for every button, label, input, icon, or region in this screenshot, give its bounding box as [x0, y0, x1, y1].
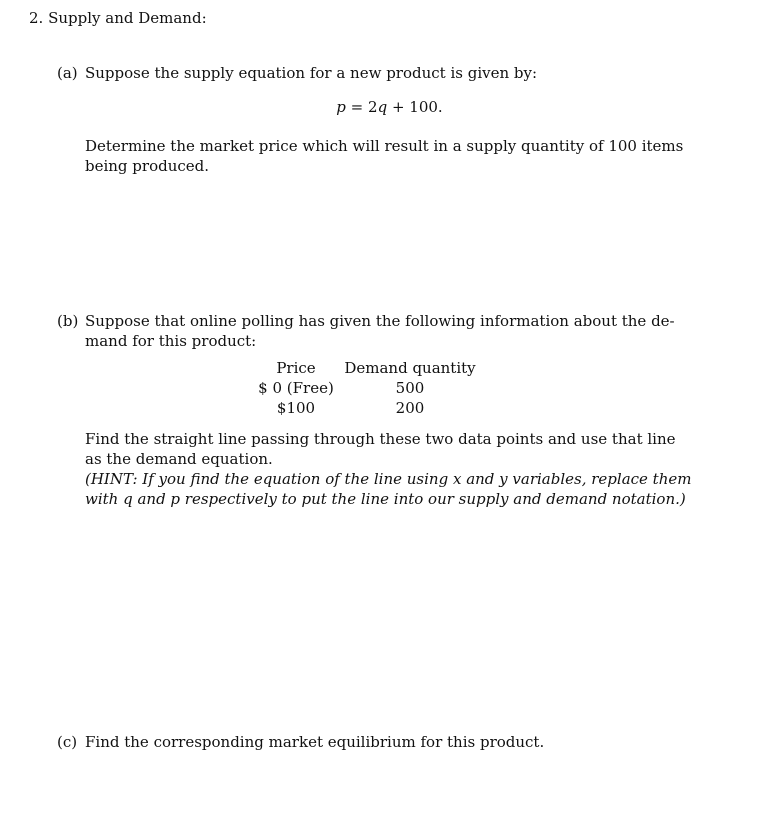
- part-a-intro: Suppose the supply equation for a new product is given by:: [85, 64, 538, 82]
- table-cell-quantity: 500: [395, 379, 425, 397]
- equation-rhs-pre: = 2: [345, 98, 378, 116]
- part-c-label: (c): [57, 733, 78, 751]
- part-b-intro-line1: Suppose that online polling has given the following information about the de-: [85, 312, 675, 330]
- demand-table: [248, 358, 476, 418]
- part-b-intro-line2: mand for this product:: [85, 332, 257, 350]
- equation-lhs: p: [336, 98, 346, 116]
- part-b-label: (b): [57, 312, 79, 330]
- equation-rhs-post: + 100.: [387, 98, 443, 116]
- part-a-question-line1: Determine the market price which will result in a supply quantity of 100 items: [85, 137, 684, 155]
- table-cell-price: $ 0 (Free): [258, 379, 334, 397]
- supply-equation: [0, 97, 779, 117]
- part-c-text: Find the corresponding market equilibrium for this product.: [85, 733, 545, 751]
- table-cell-quantity: 200: [395, 399, 425, 417]
- table-header-demand-quantity: Demand quantity: [344, 359, 476, 377]
- equation-var-q: q: [377, 98, 388, 116]
- part-b-hint-line2: with q and p respectively to put the line into our supply and demand notation.): [85, 490, 686, 508]
- part-a-label: (a): [57, 64, 78, 82]
- table-row: [248, 378, 476, 398]
- table-cell-price: $100: [276, 399, 316, 417]
- problem-title: 2. Supply and Demand:: [29, 9, 207, 27]
- table-header-row: [248, 358, 476, 378]
- table-row: [248, 398, 476, 418]
- part-b-hint-line1: (HINT: If you find the equation of the line using x and y variables, replace them: [85, 470, 692, 488]
- table-header-price: Price: [276, 359, 316, 377]
- part-b-find-line1: Find the straight line passing through these two data points and use that line: [85, 430, 676, 448]
- part-a-question-line2: being produced.: [85, 157, 210, 175]
- part-b-find-line2: as the demand equation.: [85, 450, 273, 468]
